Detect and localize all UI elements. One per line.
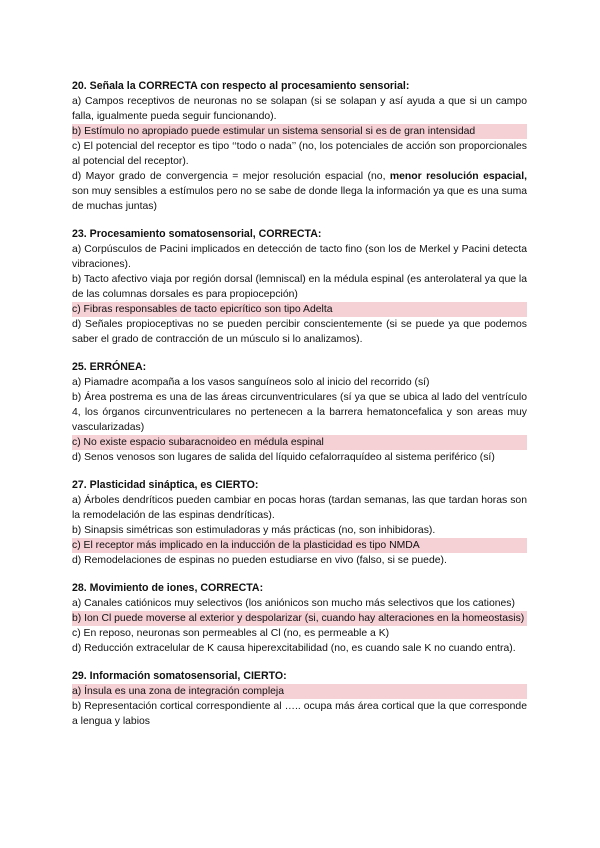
answer-option <box>72 94 527 124</box>
option-text: d) Senos venosos son lugares de salida del líquido cefalorraquídeo al sistema periférico (sí) <box>72 452 495 463</box>
answer-option <box>72 169 527 214</box>
option-text: d) Remodelaciones de espinas no pueden estudiarse en vivo (falso, si se puede). <box>72 555 447 566</box>
question-block <box>72 79 527 214</box>
answer-option <box>72 596 527 611</box>
answer-option <box>72 626 527 641</box>
answer-option <box>72 641 527 656</box>
option-text: son muy sensibles a estímulos pero no se sabe de donde llega la información ya que es una suma de muchas juntas) <box>72 186 527 212</box>
option-text: b) Representación cortical correspondiente al ….. ocupa más área cortical que la que corresponde a lengua y labios <box>72 701 527 727</box>
option-text: c) El receptor más implicado en la inducción de la plasticidad es tipo NMDA <box>72 540 420 551</box>
answer-option <box>72 375 527 390</box>
answer-option-highlighted <box>72 611 527 626</box>
option-text: d) Reducción extracelular de K causa hiperexcitabilidad (no, es cuando sale K no cuando entra). <box>72 643 516 654</box>
question-title: 25. ERRÓNEA: <box>72 361 147 373</box>
answer-option <box>72 699 527 729</box>
question-block <box>72 478 527 568</box>
question-title: 27. Plasticidad sináptica, es CIERTO: <box>72 479 259 491</box>
answer-option-highlighted <box>72 684 527 699</box>
question-block <box>72 669 527 729</box>
option-text: c) En reposo, neuronas son permeables al Cl (no, es permeable a K) <box>72 628 390 639</box>
answer-option <box>72 523 527 538</box>
option-text: a) Canales catiónicos muy selectivos (los aniónicos son mucho más selectivos que los cationes) <box>72 598 515 609</box>
answer-option <box>72 450 527 465</box>
option-text: a) Árboles dendríticos pueden cambiar en pocas horas (tardan semanas, las que tardan horas son la remodelación de las espinas dendríticas). <box>72 495 527 521</box>
option-text: d) Señales propioceptivas no se pueden percibir conscientemente (si se puede ya que podemos saber el grado de contracción de un músculo si lo analizamos). <box>72 319 527 345</box>
option-text: b) Sinapsis simétricas son estimuladoras y más prácticas (no, son inhibidoras). <box>72 525 436 536</box>
option-text: a) Corpúsculos de Pacini implicados en detección de tacto fino (son los de Merkel y Pacini detecta vibraciones). <box>72 244 527 270</box>
answer-option <box>72 272 527 302</box>
question-title: 29. Información somatosensorial, CIERTO: <box>72 670 287 682</box>
answer-option <box>72 242 527 272</box>
question-title: 23. Procesamiento somatosensorial, CORRECTA: <box>72 228 322 240</box>
answer-option <box>72 139 527 169</box>
option-text: a) Ínsula es una zona de integración compleja <box>72 686 284 697</box>
question-title: 28. Movimiento de iones, CORRECTA: <box>72 582 264 594</box>
answer-option <box>72 390 527 435</box>
answer-option-highlighted <box>72 435 527 450</box>
answer-option <box>72 553 527 568</box>
option-text: c) El potencial del receptor es tipo ‘‘todo o nada’’ (no, los potenciales de acción son proporcionales al potencial del receptor). <box>72 141 527 167</box>
answer-option-highlighted <box>72 124 527 139</box>
answer-option <box>72 317 527 347</box>
option-text: c) No existe espacio subaracnoideo en médula espinal <box>72 437 324 448</box>
question-block <box>72 360 527 465</box>
option-text: a) Piamadre acompaña a los vasos sanguíneos solo al inicio del recorrido (sí) <box>72 377 430 388</box>
option-text: d) Mayor grado de convergencia = mejor resolución espacial (no, <box>72 171 390 182</box>
option-text-bold: menor resolución espacial, <box>389 171 527 182</box>
option-text: c) Fibras responsables de tacto epicrítico son tipo Adelta <box>72 304 333 315</box>
question-title: 20. Señala la CORRECTA con respecto al procesamiento sensorial: <box>72 80 410 92</box>
option-text: b) Área postrema es una de las áreas circunventriculares (sí ya que se ubica al lado del ventrículo 4, los órganos circunventriculares no pertenecen a la barrera hematoncefalica y son areas muy vascularizadas) <box>72 392 527 433</box>
option-text: b) Ion Cl puede moverse al exterior y despolarizar (si, cuando hay alteraciones en la homeostasis) <box>72 613 525 624</box>
answer-option <box>72 493 527 523</box>
answer-option-highlighted <box>72 302 527 317</box>
question-block <box>72 581 527 656</box>
option-text: b) Estímulo no apropiado puede estimular un sistema sensorial si es de gran intensidad <box>72 126 476 137</box>
option-text: b) Tacto afectivo viaja por región dorsal (lemniscal) en la médula espinal (es anterolateral ya que la de las columnas dorsales es para propiocepción) <box>72 274 527 300</box>
question-block <box>72 227 527 347</box>
option-text: a) Campos receptivos de neuronas no se solapan (si se solapan y así ayuda a que si un campo falla, igualmente pueda seguir funcionando). <box>72 96 527 122</box>
question-list <box>72 79 527 742</box>
answer-option-highlighted <box>72 538 527 553</box>
